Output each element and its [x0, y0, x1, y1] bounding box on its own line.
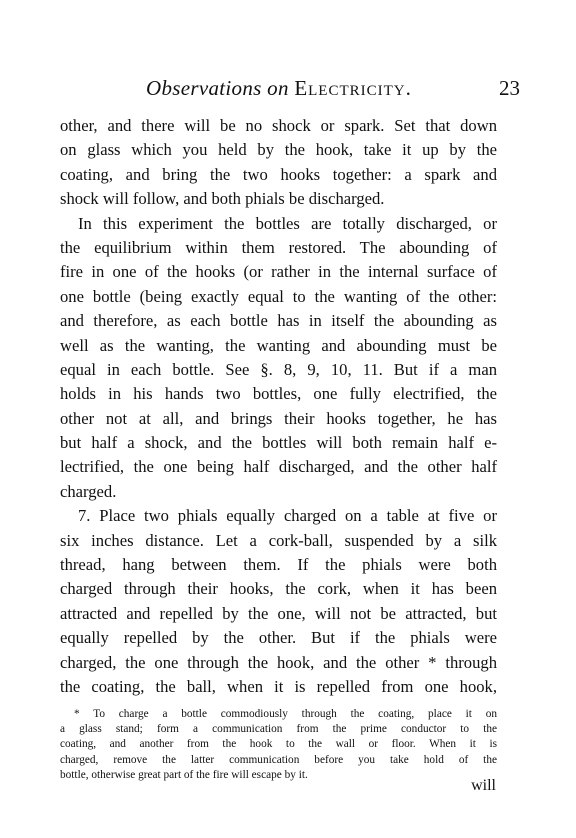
text-line: attracted and repelled by the one, will not be attracted, but — [60, 603, 497, 623]
text-line: well as the wanting, the wanting and abounding must be — [60, 335, 497, 355]
text-line: other, and there will be no shock or spark. Set that down — [60, 116, 497, 135]
text-line: other not at all, and brings their hooks together, he has — [60, 408, 497, 428]
catchword: will — [471, 777, 496, 794]
text-line: 7. Place two phials equally charged on a table at five or — [78, 506, 497, 526]
text-line: thread, hang between them. If the phials were both — [60, 555, 497, 575]
text-line: the equilibrium within them restored. The abounding of — [60, 237, 497, 257]
footnote-line: * To charge a bottle commodiously through the coating, place it on — [74, 708, 497, 720]
text-line: charged, the one through the hook, and the other * through — [60, 652, 497, 672]
running-title-caps: Electricity. — [294, 76, 412, 100]
running-header — [60, 76, 520, 104]
text-line: charged through their hooks, the cork, when it has been — [60, 579, 497, 599]
body-text — [60, 114, 497, 699]
text-line: six inches distance. Let a cork-ball, suspended by a silk — [60, 530, 497, 550]
footnote-line: a glass stand; form a communication from the prime conductor to the — [60, 723, 497, 736]
footnote-line: bottle, otherwise great part of the fire will escape by it. — [60, 768, 308, 781]
text-line: on glass which you held by the hook, take it up by the — [60, 140, 497, 160]
text-line: coating, and bring the two hooks together: a spark and — [60, 164, 497, 184]
page-number: 23 — [499, 76, 520, 100]
running-title-italic: Observations on — [146, 76, 289, 100]
running-title — [146, 76, 412, 101]
footnote-line: charged, remove the latter communication before you take hold of the — [60, 753, 497, 766]
text-line: equal in each bottle. See §. 8, 9, 10, 11. But if a man — [60, 359, 497, 379]
text-line: shock will follow, and both phials be discharged. — [60, 189, 385, 209]
footnote-line: coating, and another from the hook to the wall or floor. When it is — [60, 738, 497, 751]
text-line: holds in his hands two bottles, one fully electrified, the — [60, 384, 497, 404]
text-line: lectrified, the one being half discharged, and the other half — [60, 457, 497, 477]
text-line: charged. — [60, 481, 117, 501]
text-line: one bottle (being exactly equal to the wanting of the other: — [60, 286, 497, 306]
text-line: but half a shock, and the bottles will both remain half e- — [60, 433, 497, 453]
text-line: equally repelled by the other. But if the phials were — [60, 628, 497, 648]
footnote — [60, 707, 497, 783]
text-line: the coating, the ball, when it is repelled from one hook, — [60, 676, 497, 696]
text-line: In this experiment the bottles are totally discharged, or — [78, 213, 497, 233]
text-line: and therefore, as each bottle has in itself the abounding as — [60, 311, 497, 331]
text-line: fire in one of the hooks (or rather in the internal surface of — [60, 262, 497, 282]
